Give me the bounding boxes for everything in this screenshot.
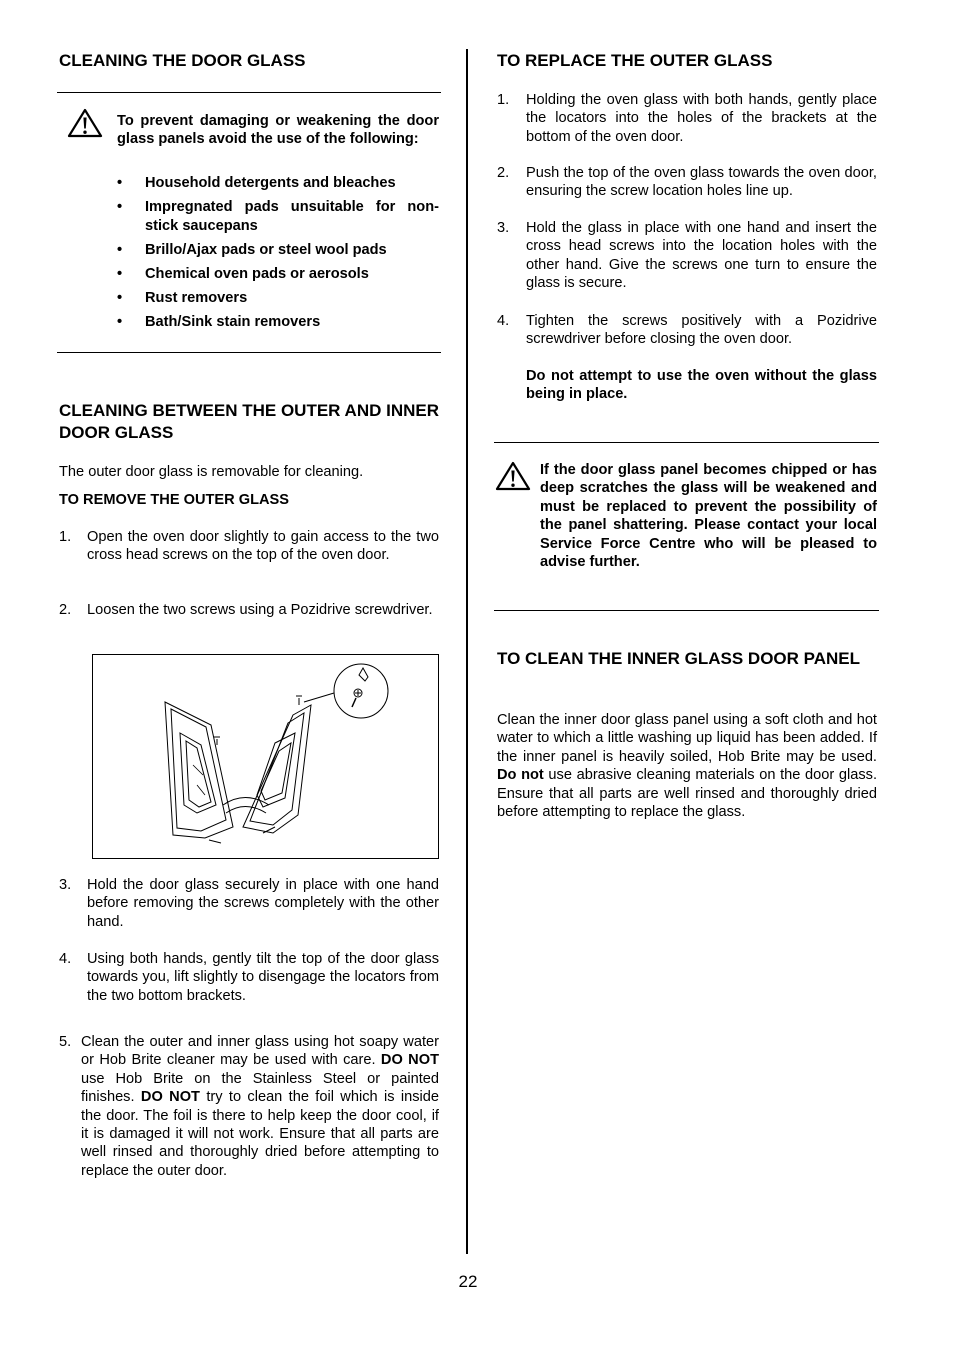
heading-cleaning-between: CLEANING BETWEEN THE OUTER AND INNER DOOR GLASS — [59, 401, 439, 442]
outer-removable-text: The outer door glass is removable for cleaning. — [59, 464, 364, 480]
step-text: Loosen the two screws using a Pozidrive screwdriver. — [87, 602, 433, 618]
step-text: Hold the door glass securely in place with one hand before removing the screws completely with the other hand. — [87, 877, 439, 930]
divider — [57, 92, 441, 93]
step-text: Tighten the screws positively with a Pozidrive screwdriver before closing the oven door. — [526, 313, 877, 348]
heading-clean-inner-glass: TO CLEAN THE INNER GLASS DOOR PANEL — [497, 649, 861, 668]
divider — [494, 610, 879, 611]
step-number: 4. — [497, 313, 510, 329]
step-text: Holding the oven glass with both hands, gently place the locators into the holes of the brackets at the bottom of the oven door. — [526, 92, 877, 145]
door-glass-drawing — [93, 655, 438, 858]
column-divider — [466, 49, 468, 1254]
list-item: • Household detergents and bleaches — [117, 174, 439, 192]
step-number: 1. — [497, 92, 510, 108]
list-item: • Chemical oven pads or aerosols — [117, 265, 439, 283]
heading-replace-outer-glass: TO REPLACE THE OUTER GLASS — [497, 51, 773, 70]
do-not-attempt-note: Do not attempt to use the oven without the glass being in place. — [526, 368, 877, 403]
step-number: 2. — [497, 165, 510, 181]
subheading-remove-outer-glass: TO REMOVE THE OUTER GLASS — [59, 492, 290, 508]
step-number: 4. — [59, 951, 72, 967]
avoid-list — [117, 174, 439, 338]
page-number: 22 — [458, 1272, 478, 1291]
list-item: • Impregnated pads unsuitable for non-stick saucepans — [117, 198, 439, 235]
heading-cleaning-door-glass: CLEANING THE DOOR GLASS — [59, 51, 306, 70]
warning-intro: To prevent damaging or weakening the door glass panels avoid the use of the following: — [117, 113, 439, 148]
list-item: • Rust removers — [117, 289, 439, 307]
divider — [494, 442, 879, 443]
list-item: • Bath/Sink stain removers — [117, 313, 439, 331]
step-number: 5. — [59, 1034, 72, 1050]
step-text: Push the top of the oven glass towards the oven door, ensuring the screw location holes line up. — [526, 165, 877, 200]
warning-chipped-glass: If the door glass panel becomes chipped or has deep scratches the glass will be weakened and must be replaced to prevent the possibility of the panel shattering. Please contact your local Service Force Centre who will be pleased to advise further. — [540, 462, 877, 571]
step-number: 2. — [59, 602, 72, 618]
step-text: Clean the outer and inner glass using hot soapy water or Hob Brite cleaner may be used with care. DO NOT use Hob Brite on the Stainless Steel or painted finishes. DO NOT try to clean the foil which is inside the door. The foil is there to help keep the door cool, if it is damaged it will not work. Ensure that all parts are well rinsed and thoroughly dried before attempting to replace the outer door. — [81, 1034, 439, 1179]
step-number: 3. — [59, 877, 72, 893]
step-text: Open the oven door slightly to gain access to the two cross head screws on the top of the oven door. — [87, 529, 439, 564]
list-item: • Brillo/Ajax pads or steel wool pads — [117, 241, 439, 259]
step-text: Hold the glass in place with one hand and insert the cross head screws into the location holes with the other hand. Give the screws one turn to ensure the glass is secure. — [526, 220, 877, 292]
door-glass-illustration — [92, 654, 439, 859]
warning-icon — [67, 108, 103, 138]
warning-icon — [495, 461, 531, 491]
step-text: Using both hands, gently tilt the top of the door glass towards you, lift slightly to disengage the locators from the two bottom brackets. — [87, 951, 439, 1004]
step-number: 1. — [59, 529, 72, 545]
step-number: 3. — [497, 220, 510, 236]
inner-glass-text: Clean the inner door glass panel using a soft cloth and hot water to which a little washing up liquid has been added. If the inner panel is heavily soiled, Hob Brite may be used. Do not use abrasive cleaning materials on the door glass. Ensure that all parts are well rinsed and thoroughly dried before attempting to replace the glass. — [497, 712, 877, 821]
divider — [57, 352, 441, 353]
